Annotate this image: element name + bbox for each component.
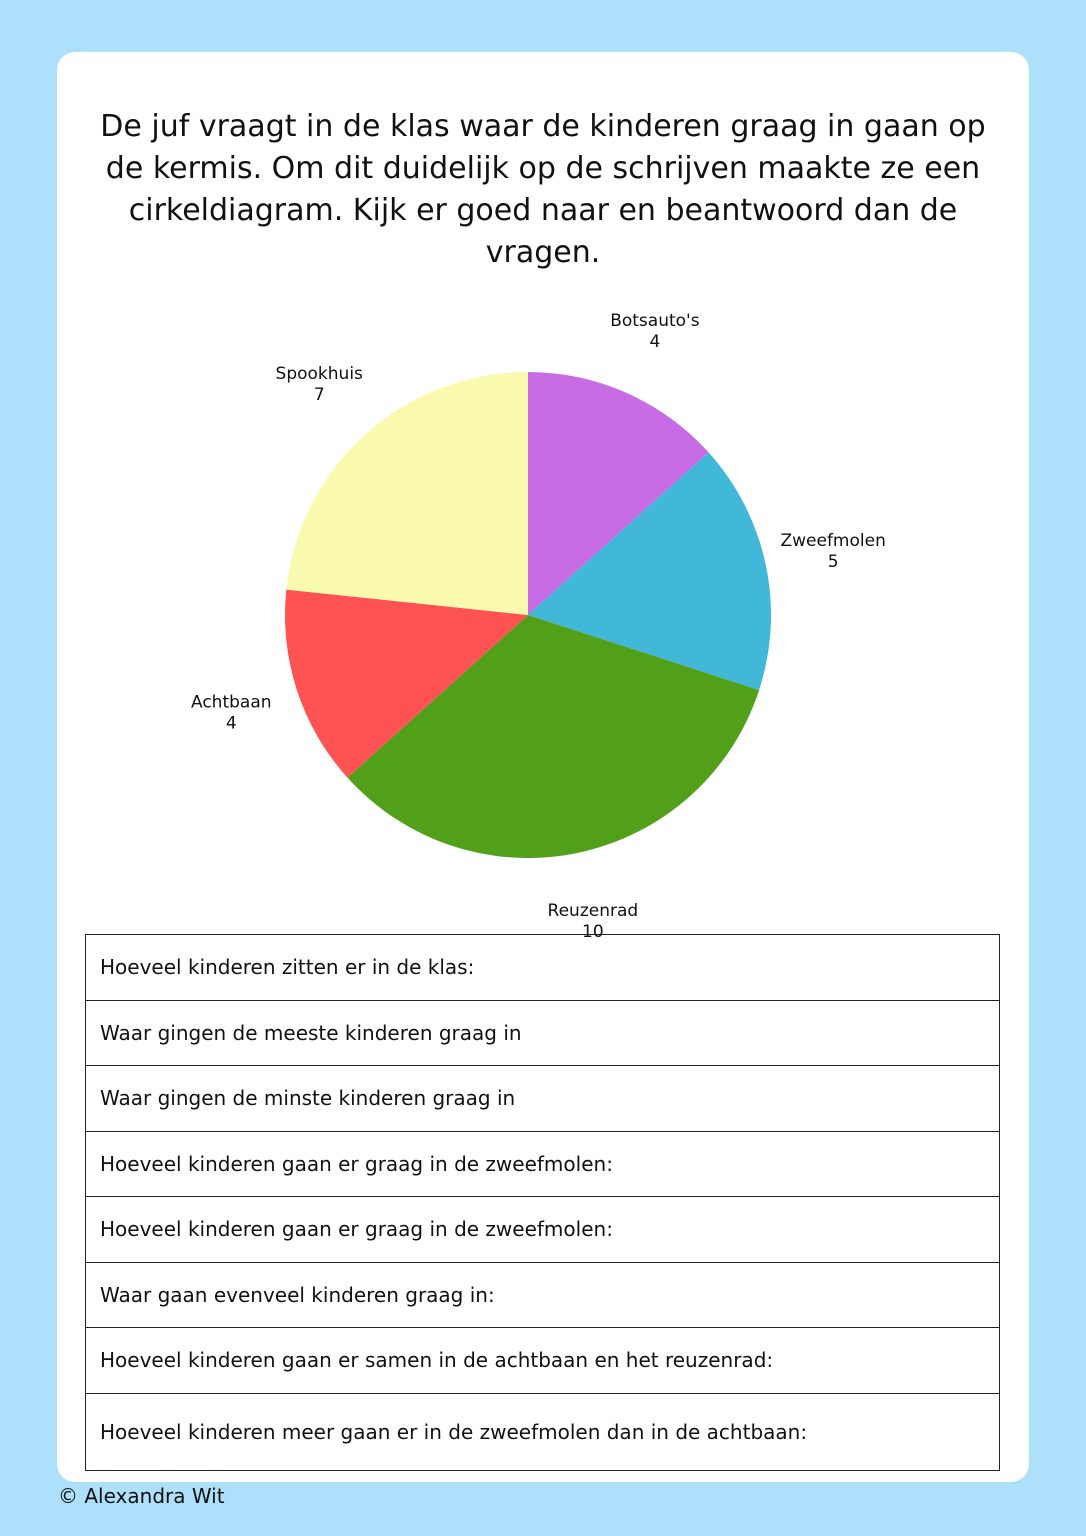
slice-value-label: 4 [225,713,237,734]
slice-value-label: 10 [582,922,604,943]
pie-chart-svg [150,310,940,943]
question-row[interactable] [86,1001,999,1067]
slice-label [610,311,700,352]
slice-value-label: 5 [827,552,839,573]
question-text: Hoeveel kinderen zitten er in de klas: [100,955,475,980]
slice-label [276,364,364,405]
question-text: Hoeveel kinderen gaan er graag in de zweefmolen: [100,1151,613,1176]
question-table [85,934,1000,1471]
slice-category-label: Achtbaan [191,692,272,713]
slice-category-label: Reuzenrad [547,901,639,922]
question-row[interactable] [86,1132,999,1198]
question-text: Hoeveel kinderen gaan er graag in de zweefmolen: [100,1217,613,1242]
question-text: Hoeveel kinderen meer gaan er in de zweefmolen dan in de achtbaan: [100,1419,808,1444]
question-text: Waar gaan evenveel kinderen graag in: [100,1282,495,1307]
slice-category-label: Zweefmolen [780,531,886,552]
pie-chart [150,310,940,943]
question-row[interactable] [86,1263,999,1329]
intro-text: De juf vraagt in de klas waar de kinderen graag in gaan op de kermis. Om dit duidelijk op de schrijven maakte ze een cirkeldiagram. Kijk er goed naar en beantwoord dan de vragen. [100,109,986,270]
slice-label [191,692,272,733]
question-row[interactable] [86,935,999,1001]
slice-value-label: 4 [649,331,661,352]
pie-slice [286,372,528,615]
slice-value-label: 7 [313,385,325,406]
question-text: Waar gingen de minste kinderen graag in [100,1086,516,1111]
question-row[interactable] [86,1328,999,1394]
slice-category-label: Spookhuis [275,364,363,385]
question-row[interactable] [86,1197,999,1263]
slice-label [780,531,885,572]
question-text: Hoeveel kinderen gaan er samen in de achtbaan en het reuzenrad: [100,1348,774,1373]
question-text: Waar gingen de meeste kinderen graag in [100,1020,522,1045]
question-row[interactable] [86,1066,999,1132]
question-row[interactable] [86,1394,999,1470]
slice-category-label: Botsauto's [610,310,700,331]
copyright-footer: © Alexandra Wit [58,1484,225,1508]
